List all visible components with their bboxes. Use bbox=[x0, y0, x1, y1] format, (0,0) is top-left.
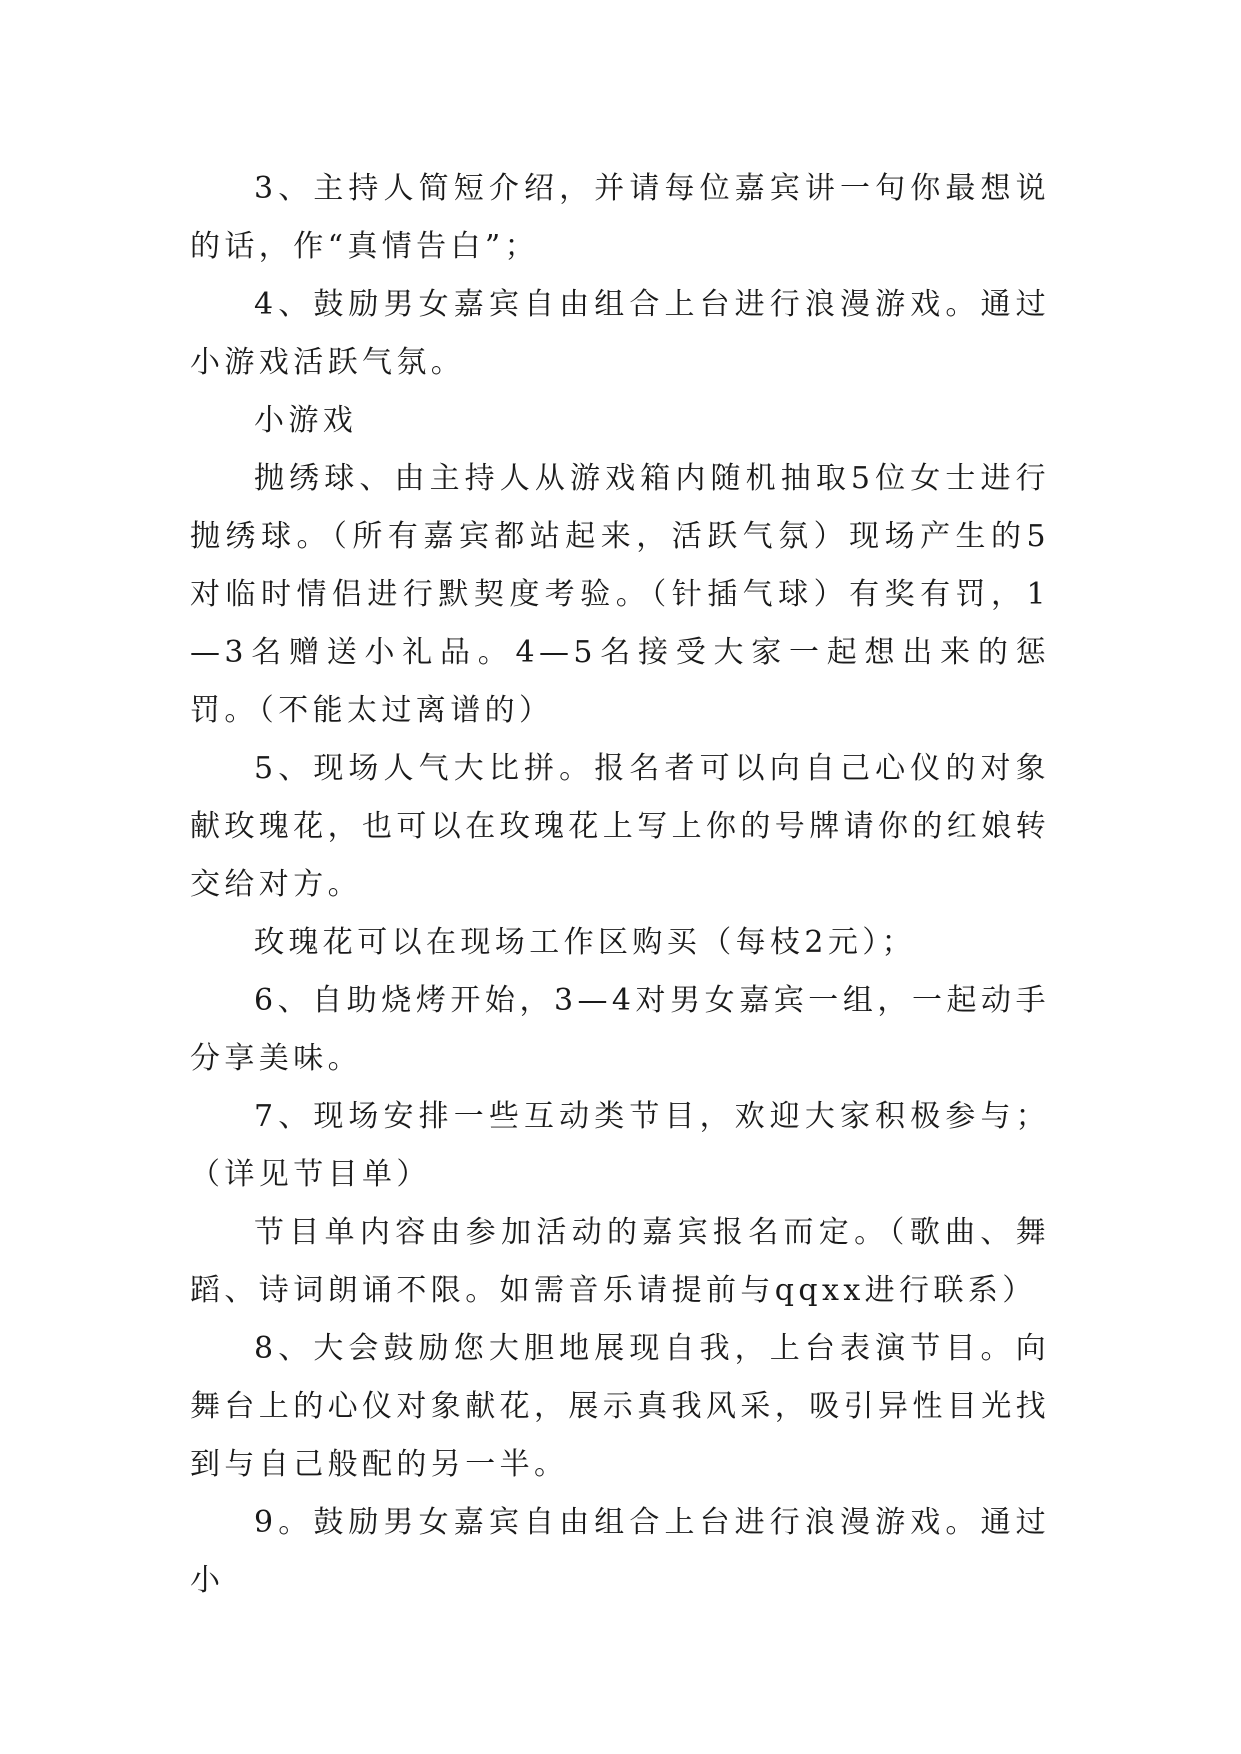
document-body bbox=[190, 160, 1050, 1610]
paragraph-8-perform: 8、大会鼓励您大胆地展现自我，上台表演节目。向舞台上的心仪对象献花，展示真我风采，吸引异性目光找到与自己般配的另一半。 bbox=[190, 1331, 1050, 1482]
paragraph-throw-ball: 抛绣球、由主持人从游戏箱内随机抽取5位女士进行抛绣球。（所有嘉宾都站起来，活跃气氛）现场产生的5对临时情侣进行默契度考验。（针插气球）有奖有罚，1—3名赠送小礼品。4—5名接受大家一起想出来的惩罚。（不能太过离谱的） bbox=[190, 461, 1050, 728]
paragraph-4-games: 4、鼓励男女嘉宾自由组合上台进行浪漫游戏。通过小游戏活跃气氛。 bbox=[190, 287, 1050, 380]
paragraph-mini-game-heading: 小游戏 bbox=[254, 403, 358, 438]
paragraph-9-games: 9。鼓励男女嘉宾自由组合上台进行浪漫游戏。通过小 bbox=[190, 1505, 1050, 1598]
paragraph-5-popularity: 5、现场人气大比拼。报名者可以向自己心仪的对象献玫瑰花，也可以在玫瑰花上写上你的号牌请你的红娘转交给对方。 bbox=[190, 751, 1050, 902]
paragraph-program-list: 节目单内容由参加活动的嘉宾报名而定。（歌曲、舞蹈、诗词朗诵不限。如需音乐请提前与qqxx进行联系） bbox=[190, 1215, 1050, 1308]
paragraph-rose-purchase: 玫瑰花可以在现场工作区购买（每枝2元）； bbox=[254, 925, 917, 960]
paragraph-6-bbq: 6、自助烧烤开始，3—4对男女嘉宾一组，一起动手分享美味。 bbox=[190, 983, 1050, 1076]
paragraph-7-interactive: 7、现场安排一些互动类节目，欢迎大家积极参与；（详见节目单） bbox=[190, 1099, 1050, 1192]
paragraph-3-intro: 3、主持人简短介绍，并请每位嘉宾讲一句你最想说的话，作“真情告白”； bbox=[190, 171, 1050, 264]
